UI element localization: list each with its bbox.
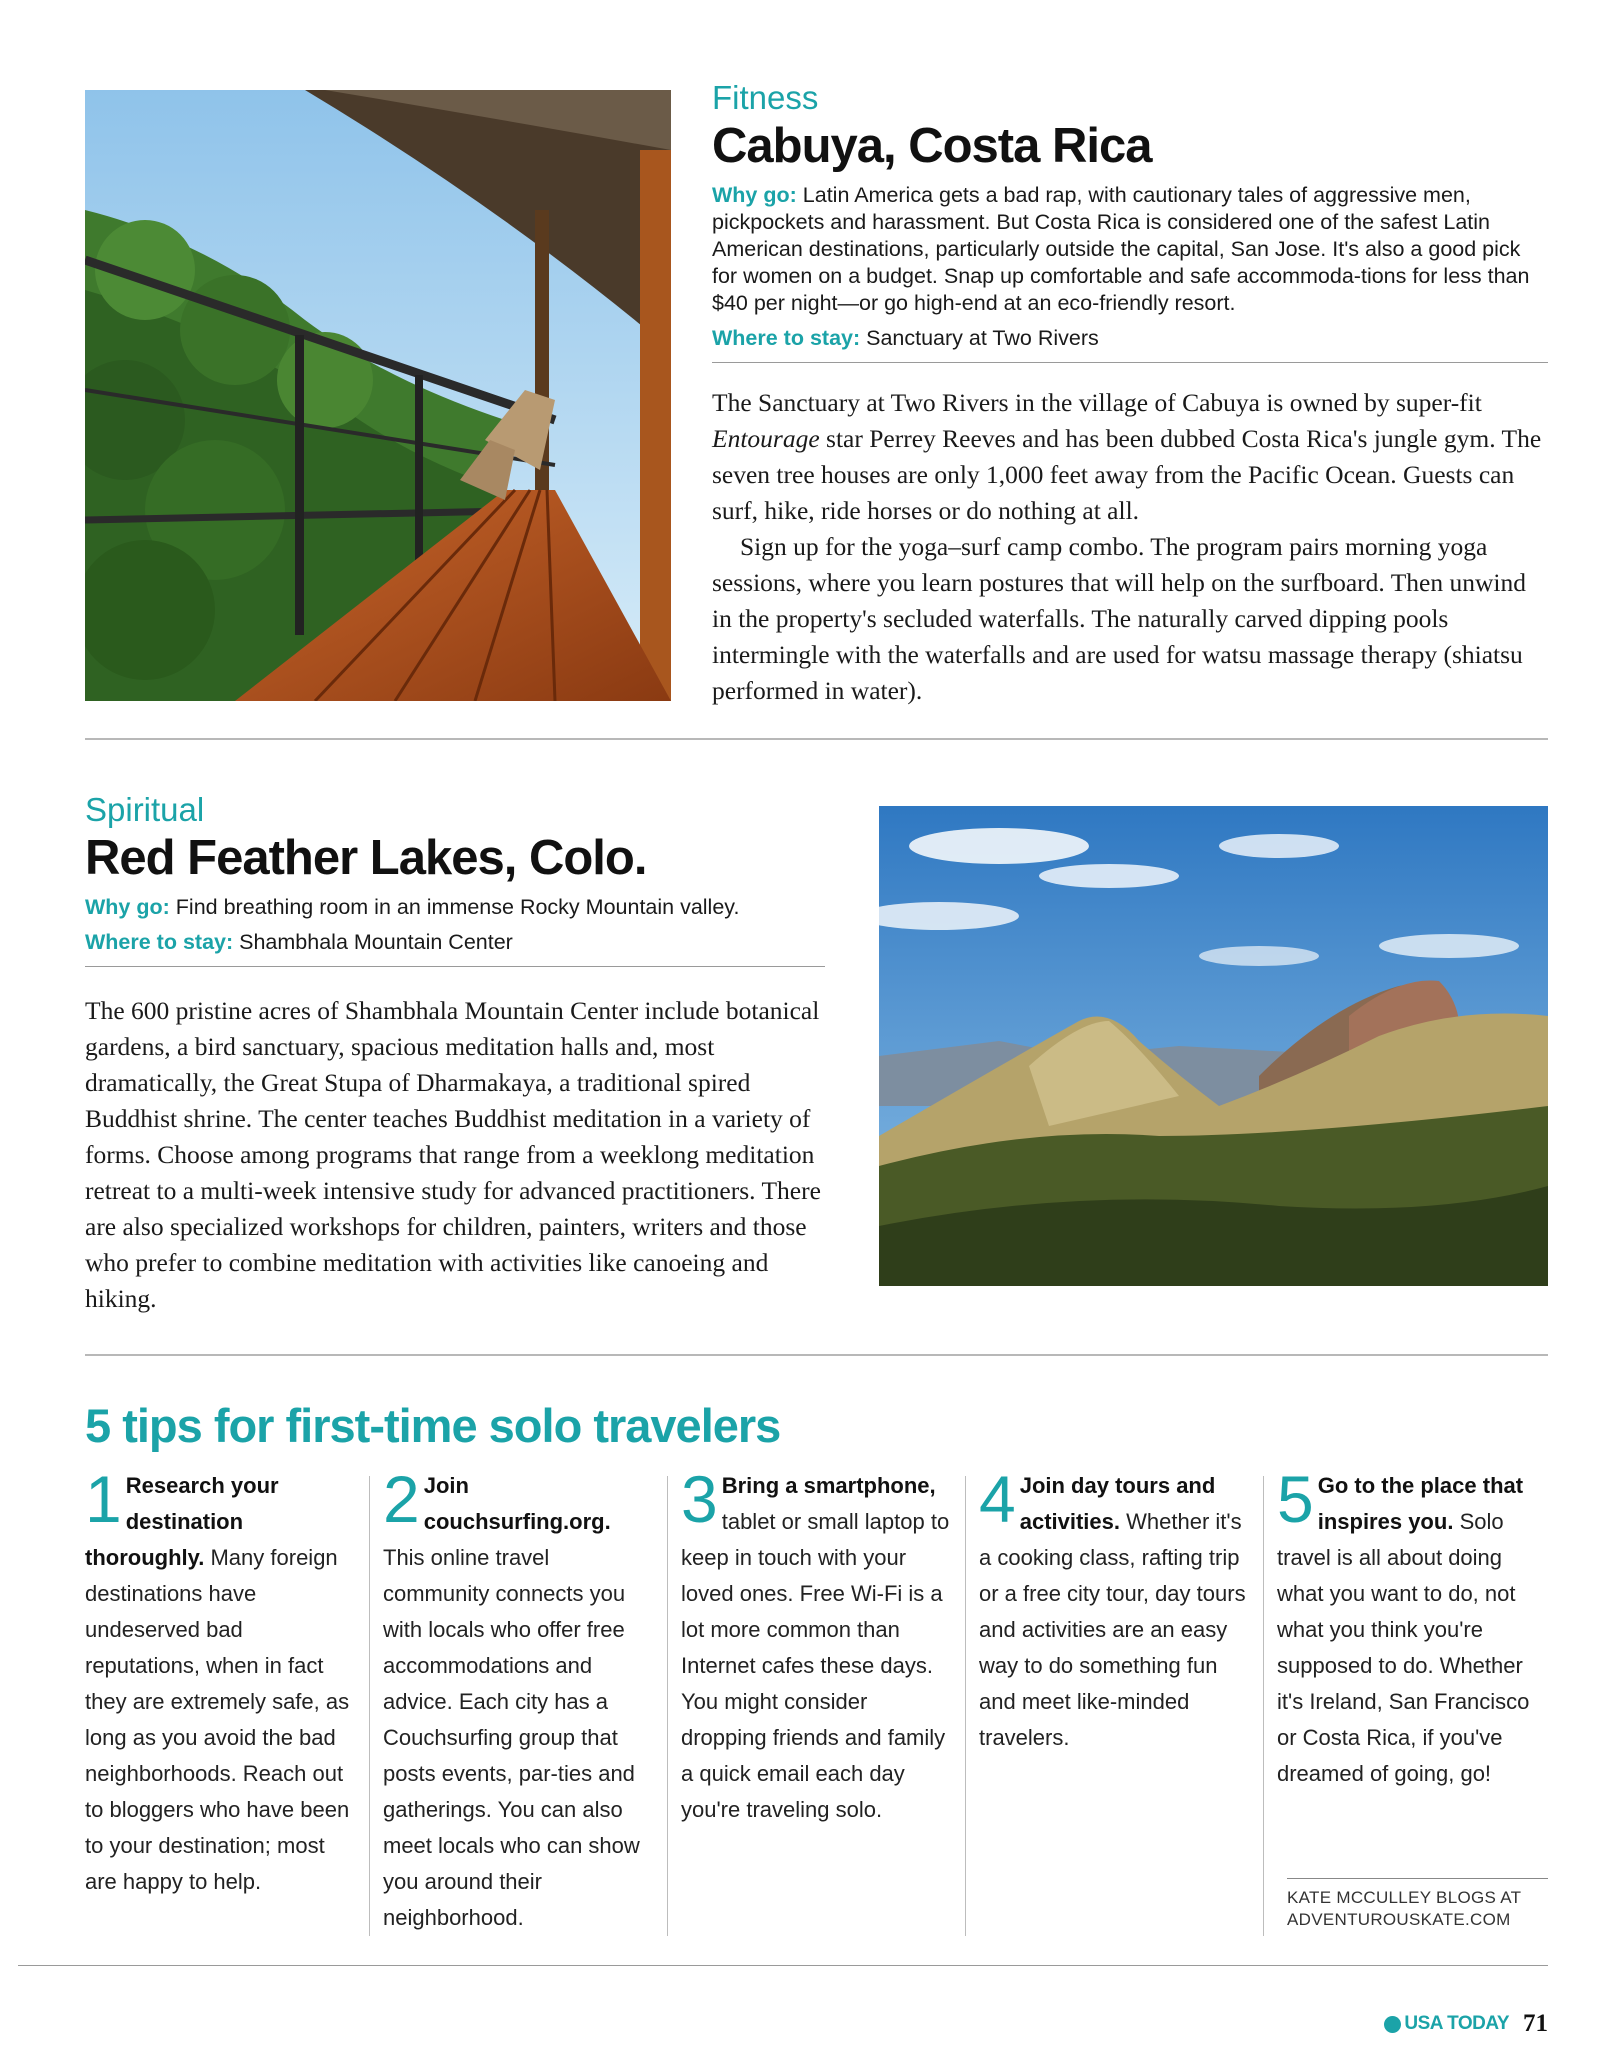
tip-heading: Join day tours and activities.: [1019, 1473, 1216, 1534]
tip-number: 3: [681, 1462, 718, 1536]
tip-number: 1: [85, 1462, 122, 1536]
fitness-article: [712, 78, 1548, 709]
column-divider: [965, 1476, 966, 1936]
fitness-body: [712, 385, 1548, 709]
column-divider: [667, 1476, 668, 1936]
why-go-label: Why go:: [712, 183, 797, 207]
column-divider: [369, 1476, 370, 1936]
why-go-label: Why go:: [85, 895, 170, 919]
spiritual-why-go: [85, 894, 825, 921]
fitness-headline: Cabuya, Costa Rica: [712, 119, 1152, 173]
tip-5: [1277, 1462, 1549, 1792]
usa-today-dot-icon: [1384, 2016, 1401, 2033]
spiritual-article: [85, 790, 825, 1317]
why-go-text: Latin America gets a bad rap, with cautionary tales of aggressive men, pickpockets and harassment. But Costa Rica is considered one of the safest Latin American destinations, particularly outside the capital, San Jose. It's also a good pick for women on a budget. Snap up comfortable and safe accommoda-tions for less than $40 per night—or go high-end at an eco-friendly resort.: [712, 183, 1530, 315]
usa-today-logo: [1384, 2013, 1509, 2035]
tip-text: Whether it's a cooking class, rafting trip or a free city tour, day tours and activities are an easy way to do something fun and meet like-minded travelers.: [979, 1509, 1246, 1750]
brand-name: USA TODAY: [1404, 2013, 1509, 2034]
divider: [712, 362, 1548, 363]
column-divider: [1263, 1476, 1264, 1936]
tip-number: 4: [979, 1462, 1016, 1536]
fitness-paragraph-1: The Sanctuary at Two Rivers in the village of Cabuya is owned by super-fit Entourage star Perrey Reeves and has been dubbed Costa Rica's jungle gym. The seven tree houses are only 1,000 feet away from the Pacific Ocean. Guests can surf, hike, ride horses or do nothing at all.: [712, 388, 1542, 525]
fitness-where-to-stay: [712, 325, 1548, 352]
section-divider: [85, 738, 1548, 740]
footer-divider: [18, 1965, 1548, 1966]
tip-2: [383, 1462, 655, 1936]
fitness-paragraph-2: Sign up for the yoga–surf camp combo. The program pairs morning yoga sessions, where you learn postures that will help on the surfboard. Then unwind in the property's secluded waterfalls. The naturally carved dipping pools intermingle with the waterfalls and are used for watsu massage therapy (shiatsu performed in water).: [712, 532, 1526, 705]
tip-heading: Bring a smartphone,: [721, 1473, 936, 1498]
tip-4: [979, 1462, 1251, 1756]
tip-text: Solo travel is all about doing what you want to do, not what you think you're supposed to do. Whether it's Ireland, San Francisco or Costa Rica, if you've dreamed of going, go!: [1277, 1509, 1530, 1786]
spiritual-where-to-stay: [85, 929, 825, 956]
tip-heading: Join couchsurfing.org.: [423, 1473, 611, 1534]
tips-list: [85, 1462, 1548, 1938]
tip-heading: Research your destination thoroughly.: [85, 1473, 279, 1570]
tip-text: tablet or small laptop to keep in touch with your loved ones. Free Wi-Fi is a lot more common than Internet cafes these days. You might consider dropping friends and family a quick email each day you're traveling solo.: [681, 1509, 950, 1822]
tip-1: [85, 1462, 357, 1900]
tip-number: 2: [383, 1462, 420, 1536]
tip-number: 5: [1277, 1462, 1314, 1536]
why-go-text: Find breathing room in an immense Rocky Mountain valley.: [175, 895, 740, 919]
spiritual-category: Spiritual: [85, 791, 205, 828]
tip-3: [681, 1462, 953, 1828]
section-divider: [85, 1354, 1548, 1356]
page-footer: [1384, 2010, 1548, 2038]
spiritual-body: The 600 pristine acres of Shambhala Mountain Center include botanical gardens, a bird sanctuary, spacious meditation halls and, most dramatically, the Great Stupa of Dharmakaya, a traditional spired Buddhist shrine. The center teaches Buddhist meditation in a variety of forms. Choose among programs that range from a weeklong meditation retreat to a multi-week intensive study for advanced practitioners. There are also specialized workshops for children, painters, writers and those who prefer to combine meditation with activities like canoeing and hiking.: [85, 996, 821, 1313]
tip-heading: Go to the place that inspires you.: [1317, 1473, 1524, 1534]
fitness-why-go: [712, 182, 1548, 317]
cabuya-balcony-photo: [85, 90, 671, 701]
tip-text: This online travel community connects you with locals who offer free accommodations and advice. Each city has a Couchsurfing group that posts events, par-ties and gatherings. You can also meet locals who can show you around their neighborhood.: [383, 1545, 640, 1930]
author-credit: KATE MCCULLEY BLOGS AT ADVENTUROUSKATE.COM: [1287, 1878, 1548, 1931]
tip-text: Many foreign destinations have undeserved bad reputations, when in fact they are extremely safe, as long as you avoid the bad neighborhoods. Reach out to bloggers who have been to your destination; most are happy to help.: [85, 1545, 350, 1894]
page-number: 71: [1523, 2010, 1548, 2037]
spiritual-headline: Red Feather Lakes, Colo.: [85, 831, 647, 885]
tips-title: 5 tips for first-time solo travelers: [85, 1399, 781, 1452]
where-to-stay-text: Shambhala Mountain Center: [239, 930, 513, 954]
divider: [85, 966, 825, 967]
where-to-stay-label: Where to stay:: [712, 326, 861, 350]
rocky-mountain-valley-photo: [879, 806, 1548, 1286]
where-to-stay-text: Sanctuary at Two Rivers: [866, 326, 1099, 350]
where-to-stay-label: Where to stay:: [85, 930, 234, 954]
fitness-category: Fitness: [712, 79, 819, 116]
